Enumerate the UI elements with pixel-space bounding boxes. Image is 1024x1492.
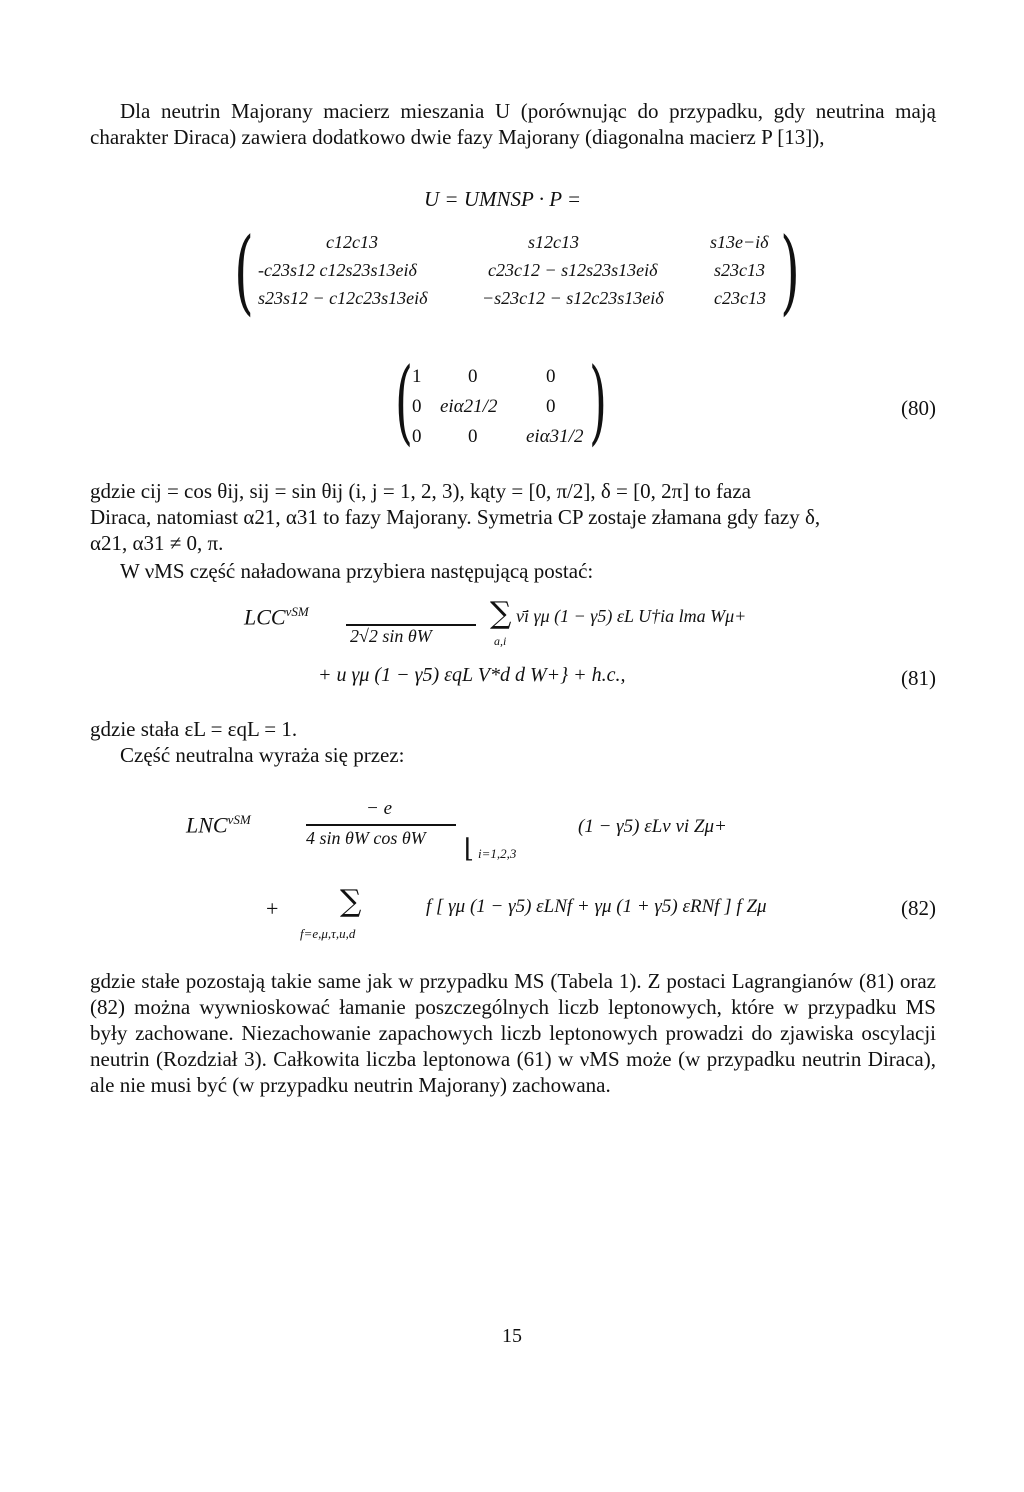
para2-line3: α21, α31 ≠ 0, π. (90, 531, 224, 555)
intro-paragraph: Dla neutrin Majorany macierz mieszania U (porównując do przypadku, gdy neutrina mają charakter Diraca) zawiera dodatkowo dwie fazy Majorany (diagonalna macierz P [13]), (90, 99, 936, 149)
page-number: 15 (502, 1325, 522, 1347)
eq82-fraction-denominator: 4 sin θW cos θW (306, 828, 426, 848)
matrix-cell-3-2: −s23c12 − s12c23s13eiδ (482, 288, 664, 308)
matrix-cell-2-2: c23c12 − s12s23s13eiδ (488, 260, 658, 280)
matrix-cell-2-1: -c23s12 c12s23s13eiδ (258, 260, 417, 280)
eq82-plus: + (266, 896, 279, 921)
para2-line2: Diraca, natomiast α21, α31 to fazy Majorany. Symetria CP zostaje złamana gdy fazy δ, (90, 505, 821, 529)
matrix-cell-3-1: s23s12 − c12c23s13eiδ (258, 288, 428, 308)
para2-line1: gdzie cij = cos θij, sij = sin θij (i, j = 1, 2, 3), kąty = [0, π/2], δ = [0, 2π] to faza (90, 479, 751, 503)
eq81-term1: ν̄i γμ (1 − γ5) εL U†ia lma Wμ+ (516, 606, 747, 626)
para3: W νMS część naładowana przybiera następującą postać: (120, 559, 594, 583)
matrix-cell-3-3: c23c13 (714, 288, 766, 308)
diag-cell-3-1: 0 (412, 426, 422, 447)
sum-icon: ∑ (490, 596, 512, 631)
sum-icon: ∑ (340, 884, 362, 919)
diag-cell-1-3: 0 (546, 366, 556, 387)
eq82-fraction-numerator: − e (366, 798, 393, 819)
eq82-term1: (1 − γ5) εLν νi Zμ+ (578, 816, 727, 837)
para4: Część neutralna wyraża się przez: (120, 743, 405, 767)
matrix-cell-1-3: s13e−iδ (710, 232, 769, 252)
left-paren-icon: ( (394, 348, 413, 455)
matrix-cell-1-2: s12c13 (528, 232, 579, 252)
right-paren-icon: ) (588, 348, 607, 455)
eq81-term2: + u γμ (1 − γ5) εqL V*d d W+} + h.c., (318, 664, 626, 686)
diag-cell-2-1: 0 (412, 396, 422, 417)
eq82-number: (82) (901, 896, 936, 920)
diag-cell-2-3: 0 (546, 396, 556, 417)
eq82-sum2-subscript: f=e,μ,τ,u,d (300, 926, 356, 941)
eq82-sum-subscript: i=1,2,3 (478, 846, 517, 861)
matrix-cell-2-3: s23c13 (714, 260, 765, 280)
diag-cell-3-3: eiα31/2 (526, 426, 584, 447)
bracket-icon: ⌊ (464, 834, 475, 864)
eq81-sum-subscript: a,i (494, 634, 507, 648)
eq81-lhs: $LCC^{\nu SM}$ (244, 604, 309, 630)
eq81-number: (81) (901, 666, 936, 690)
right-paren-icon: ) (780, 218, 800, 325)
diag-cell-1-2: 0 (468, 366, 478, 387)
matrix-cell-1-1: c12c13 (326, 232, 378, 252)
left-paren-icon: ( (234, 218, 254, 325)
eq82-lhs: $LNC^{\nu SM}$ (186, 812, 251, 838)
const-line: gdzie stała εL = εqL = 1. (90, 717, 298, 741)
diag-cell-2-2: eiα21/2 (440, 396, 498, 417)
eq80-header: U = UMNSP · P = (424, 187, 582, 211)
para5: gdzie stałe pozostają takie same jak w przypadku MS (Tabela 1). Z postaci Lagrangianów (81) oraz (82) można wywnioskować łamanie poszczególnych liczb leptonowych, które w przypadku MS były zachowane. Niezachowanie zapachowych liczb leptonowych prowadzi do zjawiska oscylacji neutrin (Rozdział 3). Całkowita liczba leptonowa (61) w νMS może (w przypadku neutrin Diraca), ale nie musi być (w przypadku neutrin Majorany) zachowana. (90, 969, 936, 1097)
eq80-number: (80) (901, 396, 936, 420)
diag-cell-3-2: 0 (468, 426, 478, 447)
eq81-fraction-denominator: 2√2 sin θW (350, 626, 432, 646)
diag-cell-1-1: 1 (412, 366, 422, 387)
eq82-fraction-bar (306, 824, 456, 826)
eq82-term2: f [ γμ (1 − γ5) εLNf + γμ (1 + γ5) εRNf ] f Zμ (426, 896, 767, 917)
